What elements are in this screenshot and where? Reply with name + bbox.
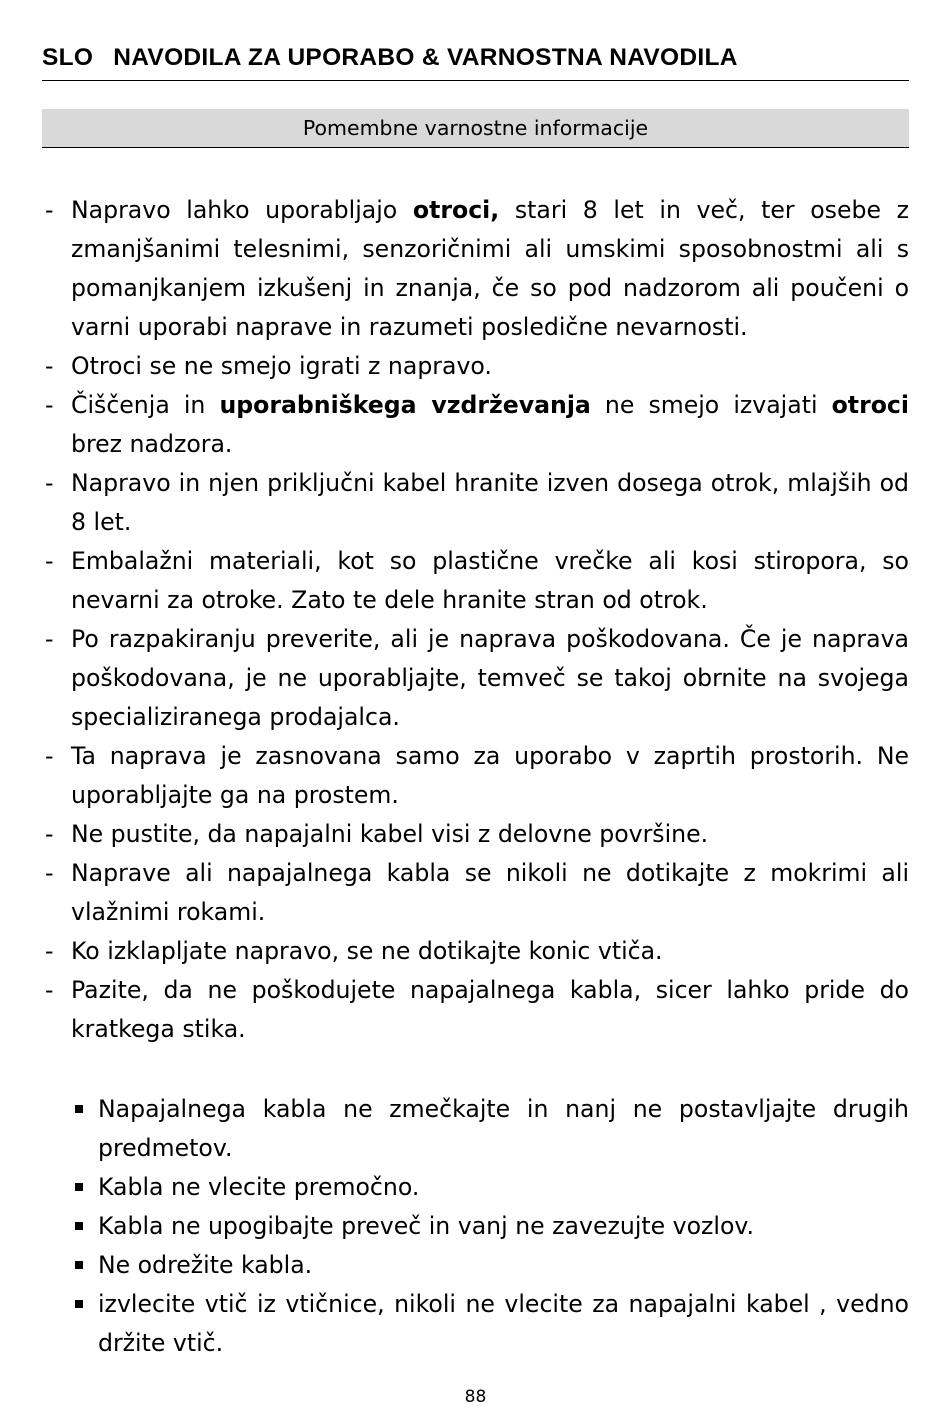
language-code: SLO — [42, 44, 94, 71]
item-text: Embalažni materiali, kot so plastične vrečke ali kosi stiropora, so nevarni za otroke. Zato te dele hranite stran od otrok. — [71, 547, 909, 614]
item-text: Po razpakiranju preverite, ali je naprava poškodovana. Če je naprava poškodovana, je ne uporabljajte, temveč se takoj obrnite na svojega specializiranega prodajalca. — [71, 625, 909, 731]
list-item — [42, 347, 909, 386]
sublist-item — [42, 1285, 909, 1363]
bullet-dash: - — [45, 742, 54, 770]
square-bullet-icon — [75, 1300, 83, 1308]
bullet-dash: - — [45, 976, 54, 1004]
sublist-item — [42, 1090, 909, 1168]
subitem-text: Kabla ne upogibajte preveč in vanj ne zavezujte vozlov. — [98, 1212, 755, 1240]
bullet-dash: - — [45, 820, 54, 848]
bullet-dash: - — [45, 469, 54, 497]
list-item — [42, 737, 909, 815]
item-bold-text: uporabniškega vzdrževanja — [219, 391, 591, 419]
item-bold-text: otroci, — [412, 196, 500, 224]
page-number: 88 — [464, 1387, 487, 1407]
cable-sublist — [42, 1090, 909, 1363]
item-text: ne smejo izvajati — [590, 391, 832, 419]
section-title: Pomembne varnostne informacije — [302, 116, 649, 140]
item-text: Naprave ali napajalnega kabla se nikoli ne dotikajte z mokrimi ali vlažnimi rokami. — [71, 859, 909, 926]
page-header — [42, 44, 909, 72]
bullet-dash: - — [45, 196, 54, 224]
subitem-text: Kabla ne vlecite premočno. — [98, 1173, 420, 1201]
list-item — [42, 932, 909, 971]
safety-list — [42, 191, 909, 1049]
bullet-dash: - — [45, 547, 54, 575]
item-text: Pazite, da ne poškodujete napajalnega kabla, sicer lahko pride do kratkega stika. — [71, 976, 909, 1043]
sublist-item — [42, 1168, 909, 1207]
item-text: Napravo in njen priključni kabel hranite izven dosega otrok, mlajših od 8 let. — [71, 469, 909, 536]
item-bold-text: otroci — [831, 391, 909, 419]
item-text: brez nadzora. — [71, 430, 233, 458]
section-title-bar — [42, 109, 909, 148]
square-bullet-icon — [75, 1183, 83, 1191]
item-text: Ta naprava je zasnovana samo za uporabo v zaprtih prostorih. Ne uporabljajte ga na prostem. — [71, 742, 909, 809]
bullet-dash: - — [45, 859, 54, 887]
list-item — [42, 191, 909, 347]
bullet-dash: - — [45, 352, 54, 380]
subitem-text: Ne odrežite kabla. — [98, 1251, 313, 1279]
list-item — [42, 620, 909, 737]
bullet-dash: - — [45, 391, 54, 419]
item-text: Ko izklapljate napravo, se ne dotikajte konic vtiča. — [71, 937, 663, 965]
item-text: Ne pustite, da napajalni kabel visi z delovne površine. — [71, 820, 709, 848]
item-text: stari 8 let in več, ter osebe z zmanjšanimi telesnimi, senzoričnimi ali umskimi sposobnostmi ali s pomanjkanjem izkušenj in znanja, če so pod nadzorom ali poučeni o varni uporabi naprave in razumeti posledične nevarnosti. — [71, 196, 910, 341]
header-divider — [42, 80, 909, 81]
list-item — [42, 464, 909, 542]
list-item — [42, 542, 909, 620]
list-item — [42, 854, 909, 932]
bullet-dash: - — [45, 625, 54, 653]
item-text: Čiščenja in — [71, 391, 220, 419]
bullet-dash: - — [45, 937, 54, 965]
square-bullet-icon — [75, 1105, 83, 1113]
list-item — [42, 971, 909, 1049]
item-text: Napravo lahko uporabljajo — [71, 196, 413, 224]
subitem-text: izvlecite vtič iz vtičnice, nikoli ne vlecite za napajalni kabel , vedno držite vtič. — [98, 1290, 909, 1357]
square-bullet-icon — [75, 1222, 83, 1230]
list-item — [42, 815, 909, 854]
square-bullet-icon — [75, 1261, 83, 1269]
list-item — [42, 386, 909, 464]
sublist-item — [42, 1246, 909, 1285]
item-text: Otroci se ne smejo igrati z napravo. — [71, 352, 492, 380]
sublist-item — [42, 1207, 909, 1246]
header-title: NAVODILA ZA UPORABO & VARNOSTNA NAVODILA — [113, 44, 738, 71]
subitem-text: Napajalnega kabla ne zmečkajte in nanj ne postavljajte drugih predmetov. — [98, 1095, 909, 1162]
